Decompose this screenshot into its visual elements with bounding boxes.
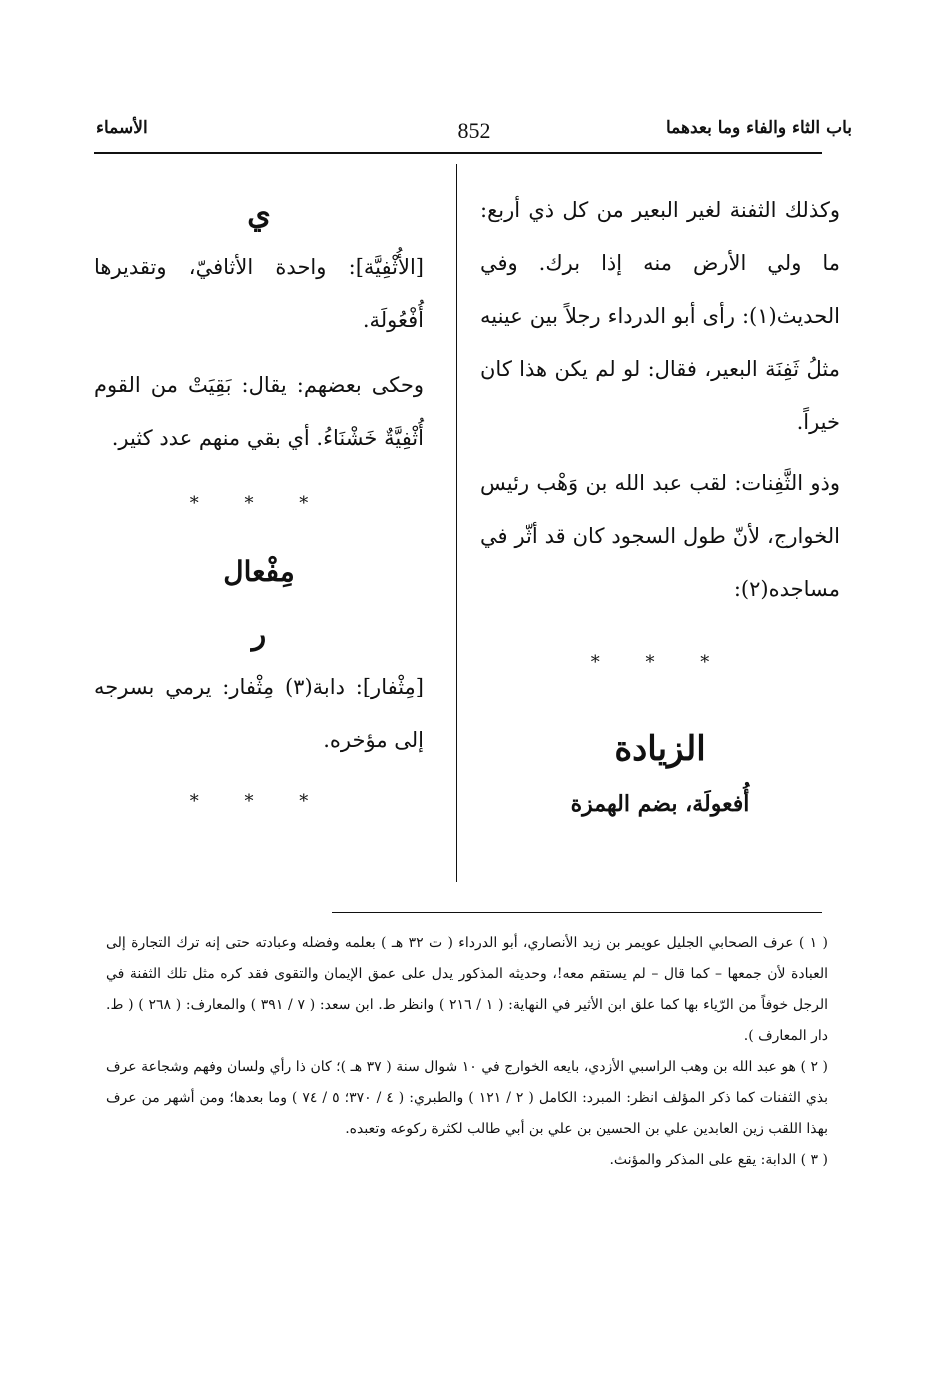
footnotes [106, 928, 828, 1176]
footnote-1: ( ١ ) عرف الصحابي الجليل عويمر بن زيد الأنصاري، أبو الدرداء ( ت ٣٢ هـ ) بعلمه وفضله وعبادته حتى إنه ترك التجارة إلى العبادة لأن جمعها – كما قال – لم يستقم معه!، وحديثه المذكور يدل على عمق الإيمان والتقوى فقد كره مثل تلك الثفنة في الرجل خوفاً من الرّياء بها كما علق ابن الأثير في النهاية: ( ١ / ٢١٦ ) وانظر ط. ابن سعد: ( ٧ / ٣٩١ ) والمعارف: ( ٢٦٨ ) ( ط. دار المعارف ). [106, 935, 829, 1044]
entry-uthfiyya: [الأُثْفِيَّة]: واحدة الأثافيّ، وتقديرها أُفْعُولَة. [94, 255, 424, 332]
section-separator: * * * [189, 791, 329, 812]
left-column [94, 188, 424, 840]
entry-thafina: وكذلك الثفنة لغير البعير من كل ذي أربع: ما ولي الأرض منه إذا برك. وفي الحديث(١): رأى أبو الدرداء رجلاً بين عينيه مثلُ ثَفِنَة البعير، فقال: لو لم يكن هذا كان خيراً. [480, 198, 840, 434]
footnote-2: ( ٢ ) هو عبد الله بن وهب الراسبي الأزدي، بايعه الخوارج في ١٠ شوال سنة ( ٣٧ هـ )؛ كان ذا رأي ولسان وفهم وشجاعة عرف بذي الثفنات كما ذكر المؤلف انظر: المبرد: الكامل ( ٢ / ١٢١ ) والطبري: ( ٤ / ٣٧٠؛ ٥ / ٧٤ ) وما بعدها؛ ومن أشهر من عرف بهذا اللقب زين العابدين علي بن الحسين بن علي بن أبي طالب لكثرة ركوعه وتعبده. [106, 1059, 829, 1137]
footnote-3: ( ٣ ) الدابة: يقع على المذكر والمؤنث. [609, 1152, 828, 1168]
entry-dhu-al-thafinat: وذو الثَّفِنات: لقب عبد الله بن وَهْب رئيس الخوارج، لأنّ طول السجود كان قد أثّر في مساجده(٢): [480, 471, 840, 601]
page-number: 852 [457, 118, 491, 143]
running-header-section: الأسماء [96, 118, 148, 138]
letter-heading-ra: ر [251, 617, 267, 652]
pattern-heading-mifal: مِفْعال [223, 555, 295, 588]
section-separator: * * * [189, 493, 329, 514]
pattern-heading-ufula: أُفعولَة، بضم الهمزة [570, 791, 750, 817]
right-column [480, 184, 840, 829]
footnote-rule [332, 912, 822, 913]
section-title-ziyada: الزيادة [614, 729, 706, 769]
entry-uthfiyya-saying: وحكى بعضهم: يقال: بَقِيَتْ من القوم أُثْفِيَّةٌ خَشْنَاءُ. أي بقي منهم عدد كثير. [94, 373, 424, 450]
letter-heading-ya: ي [247, 197, 271, 232]
entry-mithfar: [مِثْفار]: دابة(٣) مِثْفار: يرمي بسرجه إلى مؤخره. [94, 675, 424, 752]
section-separator: * * * [590, 652, 730, 673]
running-header-chapter: باب الثاء والفاء وما بعدهما [665, 118, 852, 138]
column-divider [456, 164, 457, 882]
header-rule [94, 152, 822, 154]
